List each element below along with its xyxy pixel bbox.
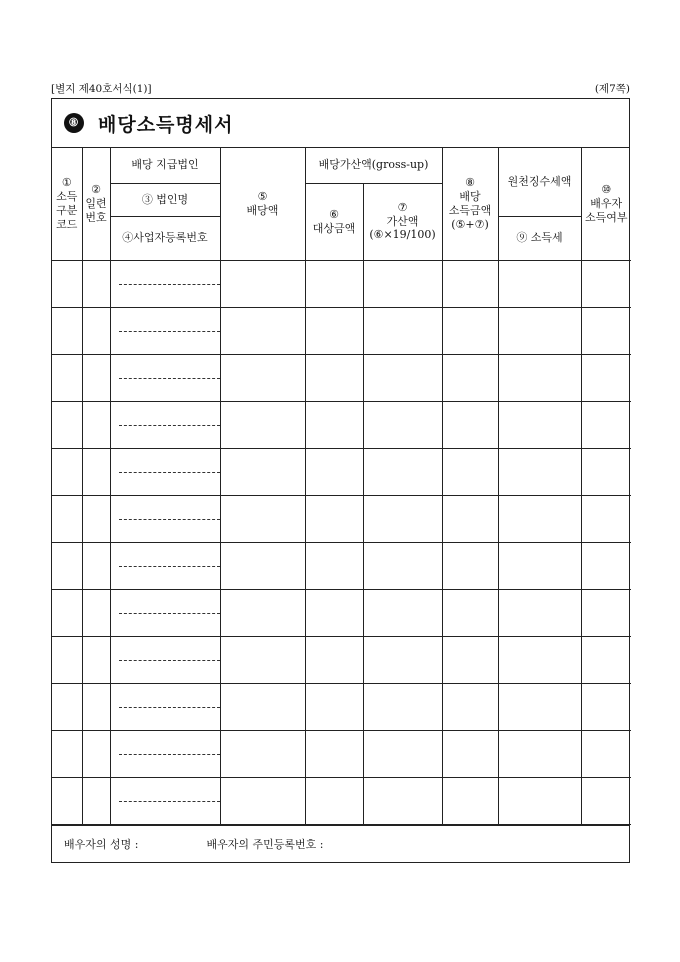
header-dividend-amount: ⑤ 배당액: [220, 148, 305, 260]
spouse-info-footer: [52, 825, 629, 862]
table-row: [52, 448, 631, 495]
dividend-table: [52, 148, 631, 825]
table-row: [52, 354, 631, 401]
table-row: [52, 589, 631, 636]
table-row: [52, 307, 631, 354]
header-withholding-tax: 원천징수세액: [498, 148, 581, 216]
table-row: [52, 683, 631, 730]
table-row: [52, 401, 631, 448]
header-target-amount: ⑥ 대상금액: [305, 183, 363, 260]
spouse-name-label: 배우자의 성명 :: [64, 837, 139, 851]
table-row: [52, 730, 631, 777]
header-paying-company: 배당 지급법인: [110, 148, 220, 183]
form-header: [51, 81, 630, 96]
header-grossup: 배당가산액(gross-up): [305, 148, 442, 183]
header-spouse-income: ⑩ 배우자 소득여부: [581, 148, 631, 260]
table-row: [52, 542, 631, 589]
header-company-name: ③ 법인명: [110, 183, 220, 216]
header-added-amount: ⑦ 가산액 (⑥×19/100): [363, 183, 442, 260]
header-income-tax: ⑨ 소득세: [498, 216, 581, 260]
table-row: [52, 260, 631, 307]
form-title: [52, 99, 629, 148]
header-serial-number: ② 일련 번호: [82, 148, 110, 260]
section-marker-icon: ⑧: [64, 113, 84, 133]
form-reference: [별지 제40호서식(1)]: [51, 83, 152, 95]
header-income-code: ① 소득 구분 코드: [52, 148, 82, 260]
header-dividend-income: ⑧ 배당 소득금액 (⑤+⑦): [442, 148, 498, 260]
dividend-income-statement-form: [51, 98, 630, 863]
table-row: [52, 495, 631, 542]
table-row: [52, 777, 631, 824]
table-row: [52, 636, 631, 683]
spouse-id-label: 배우자의 주민등록번호 :: [206, 837, 324, 851]
page-number: (제7쪽): [594, 83, 630, 95]
header-business-reg-number: ④사업자등록번호: [110, 216, 220, 260]
page-title: 배당소득명세서: [98, 113, 234, 136]
